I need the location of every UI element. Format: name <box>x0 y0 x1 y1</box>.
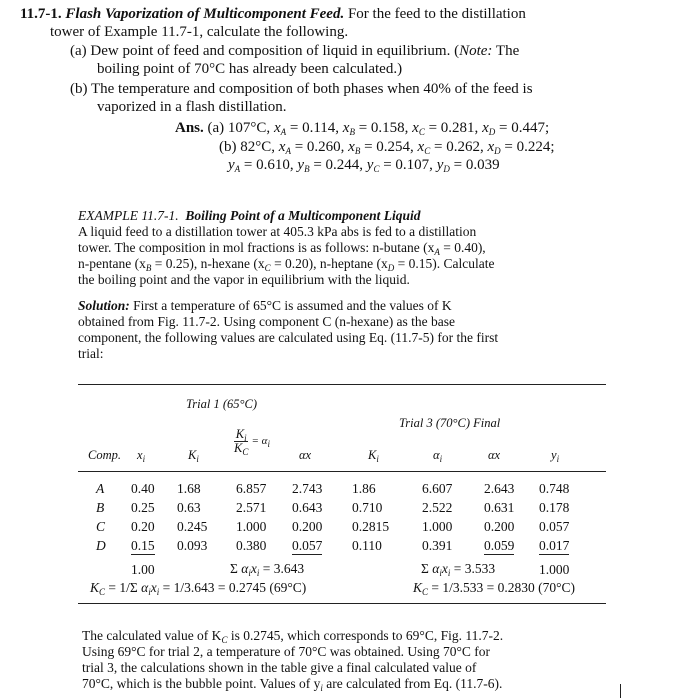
cell-y: 0.178 <box>539 500 570 515</box>
problem-intro-1: For the feed to the distillation <box>347 6 526 22</box>
table-bottom-rule <box>78 603 606 604</box>
solution-l3: component, the following values are calculated using Eq. (11.7-5) for the first <box>78 330 499 345</box>
cell-alpha3: 6.607 <box>422 481 453 496</box>
sum-trial1: Σ $\alpha_ix_i = 3.643$ <box>230 561 305 578</box>
part-a-text-b: The <box>492 43 520 59</box>
cell-alpha-x3: 0.200 <box>484 519 515 534</box>
cell-x: 0.40 <box>131 481 155 496</box>
cell-k3: 1.86 <box>352 481 376 496</box>
example-heading <box>78 208 421 224</box>
table-header-rule <box>78 471 606 472</box>
conclusion-l3: trial 3, the calculations shown in the table give a final calculated value of <box>82 660 477 675</box>
row-comp: B <box>96 500 105 515</box>
part-b-text: The temperature and composition of both phases when 40% of the feed is <box>90 81 533 97</box>
answer-line-b: (b) 82°C, $x_A = 0.260$, $x_B = 0.254$, $x_C = 0.262$, $x_D = 0.224$; <box>219 139 555 156</box>
row-comp: A <box>96 481 105 496</box>
example-p1-l1: A liquid feed to a distillation tower at 405.3 kPa abs is fed to a distillation <box>78 224 477 239</box>
cell-alpha3: 1.000 <box>422 519 453 534</box>
answer-label: Ans. <box>175 120 204 136</box>
cell-alpha: 0.380 <box>236 538 267 553</box>
solution-l4: trial: <box>78 346 104 361</box>
cell-y: 0.748 <box>539 481 570 496</box>
cell-alpha-x: 2.743 <box>292 481 323 496</box>
cell-alpha-x: 0.643 <box>292 500 323 515</box>
trial1-header: Trial 1 (65°C) <box>186 397 257 411</box>
cell-k3: 0.2815 <box>352 519 390 534</box>
cell-alpha-x3: 0.631 <box>484 500 515 515</box>
example-number: EXAMPLE 11.7-1. <box>78 208 179 223</box>
cell-alpha-x: 0.057 <box>292 538 323 553</box>
part-b-line-1 <box>70 80 533 98</box>
cell-alpha-x3: 2.643 <box>484 481 515 496</box>
solution-l2: obtained from Fig. 11.7-2. Using component C (n-hexane) as the base <box>78 314 456 329</box>
cell-x: 0.20 <box>131 519 155 534</box>
cell-k: 0.245 <box>177 519 208 534</box>
sum-x: 1.00 <box>131 562 155 577</box>
part-a-line-1 <box>70 42 519 60</box>
conclusion-l4: 70°C, which is the bubble point. Values of $y_i$ are calculated from Eq. (11.7-6). <box>82 676 503 693</box>
part-a-label: (a) <box>70 43 87 59</box>
conclusion-l2: Using 69°C for trial 2, a temperature of 70°C was obtained. Using 70°C for <box>82 644 490 659</box>
table-top-rule <box>78 384 606 385</box>
part-a-note: Note: <box>459 43 493 59</box>
kc-trial1: $K_C = 1/\Sigma$ $\alpha_ix_i = 1/3.643 = 0.2745$ (69°C) <box>90 580 307 597</box>
cell-alpha3: 2.522 <box>422 500 453 515</box>
kc-trial3: $K_C = 1/3.533 = 0.2830$ (70°C) <box>413 580 576 597</box>
cell-alpha: 1.000 <box>236 519 267 534</box>
problem-number: 11.7-1. <box>20 6 62 22</box>
cell-k3: 0.110 <box>352 538 382 553</box>
cell-alpha3: 0.391 <box>422 538 453 553</box>
cell-alpha-x: 0.200 <box>292 519 323 534</box>
cell-alpha: 6.857 <box>236 481 267 496</box>
problem-intro-2: tower of Example 11.7-1, calculate the following. <box>50 24 349 40</box>
text-cursor <box>620 684 621 698</box>
cell-y: 0.057 <box>539 519 570 534</box>
cell-y: 0.017 <box>539 538 570 553</box>
cell-alpha-x3: 0.059 <box>484 538 515 553</box>
example-p1-l4: the boiling point and the vapor in equilibrium with the liquid. <box>78 272 410 287</box>
problem-title: Flash Vaporization of Multicomponent Feed. <box>65 6 345 22</box>
cell-k3: 0.710 <box>352 500 383 515</box>
conclusion-l1: The calculated value of $K_C$ is 0.2745, which corresponds to 69°C, Fig. 11.7-2. <box>82 628 504 645</box>
solution-l1: Solution: First a temperature of 65°C is assumed and the values of K <box>78 298 452 313</box>
part-b-line-2: vaporized in a flash distillation. <box>97 99 287 115</box>
col-header-row: Comp. <box>88 448 121 462</box>
problem-line-1 <box>20 5 526 23</box>
example-p1-l3: n-pentane $(x_B = 0.25)$, n-hexane $(x_C = 0.20)$, n-heptane $(x_D = 0.15)$. Calculate <box>78 256 495 273</box>
answer-line-c: $y_A = 0.610$, $y_B = 0.244$, $y_C = 0.107$, $y_D = 0.039$ <box>228 157 500 174</box>
row-comp: D <box>96 538 106 553</box>
cell-k: 0.63 <box>177 500 201 515</box>
sum-y: 1.000 <box>539 562 570 577</box>
cell-x: 0.25 <box>131 500 155 515</box>
answer-line-a: Ans. (a) 107°C, $x_A = 0.114$, $x_B = 0.158$, $x_C = 0.281$, $x_D = 0.447$; <box>175 120 550 137</box>
solution-label: Solution: <box>78 298 130 313</box>
trial3-header: Trial 3 (70°C) Final <box>399 416 501 430</box>
part-a-text: Dew point of feed and composition of liquid in equilibrium. ( <box>90 43 460 59</box>
cell-alpha: 2.571 <box>236 500 267 515</box>
cell-k: 0.093 <box>177 538 208 553</box>
cell-k: 1.68 <box>177 481 201 496</box>
part-a-line-2: boiling point of 70°C has already been calculated.) <box>97 61 403 77</box>
alpha-fraction-header: $\frac{K_i}{K_C}$ = $\alpha_i$ <box>234 427 270 457</box>
part-b-label: (b) <box>70 81 88 97</box>
sum-trial3: Σ $\alpha_ix_i = 3.533$ <box>421 561 496 578</box>
row-comp: C <box>96 519 106 534</box>
cell-x: 0.15 <box>131 538 155 553</box>
example-title: Boiling Point of a Multicomponent Liquid <box>185 208 421 223</box>
example-p1-l2: tower. The composition in mol fractions is as follows: n-butane $(x_A = 0.40)$, <box>78 240 486 257</box>
